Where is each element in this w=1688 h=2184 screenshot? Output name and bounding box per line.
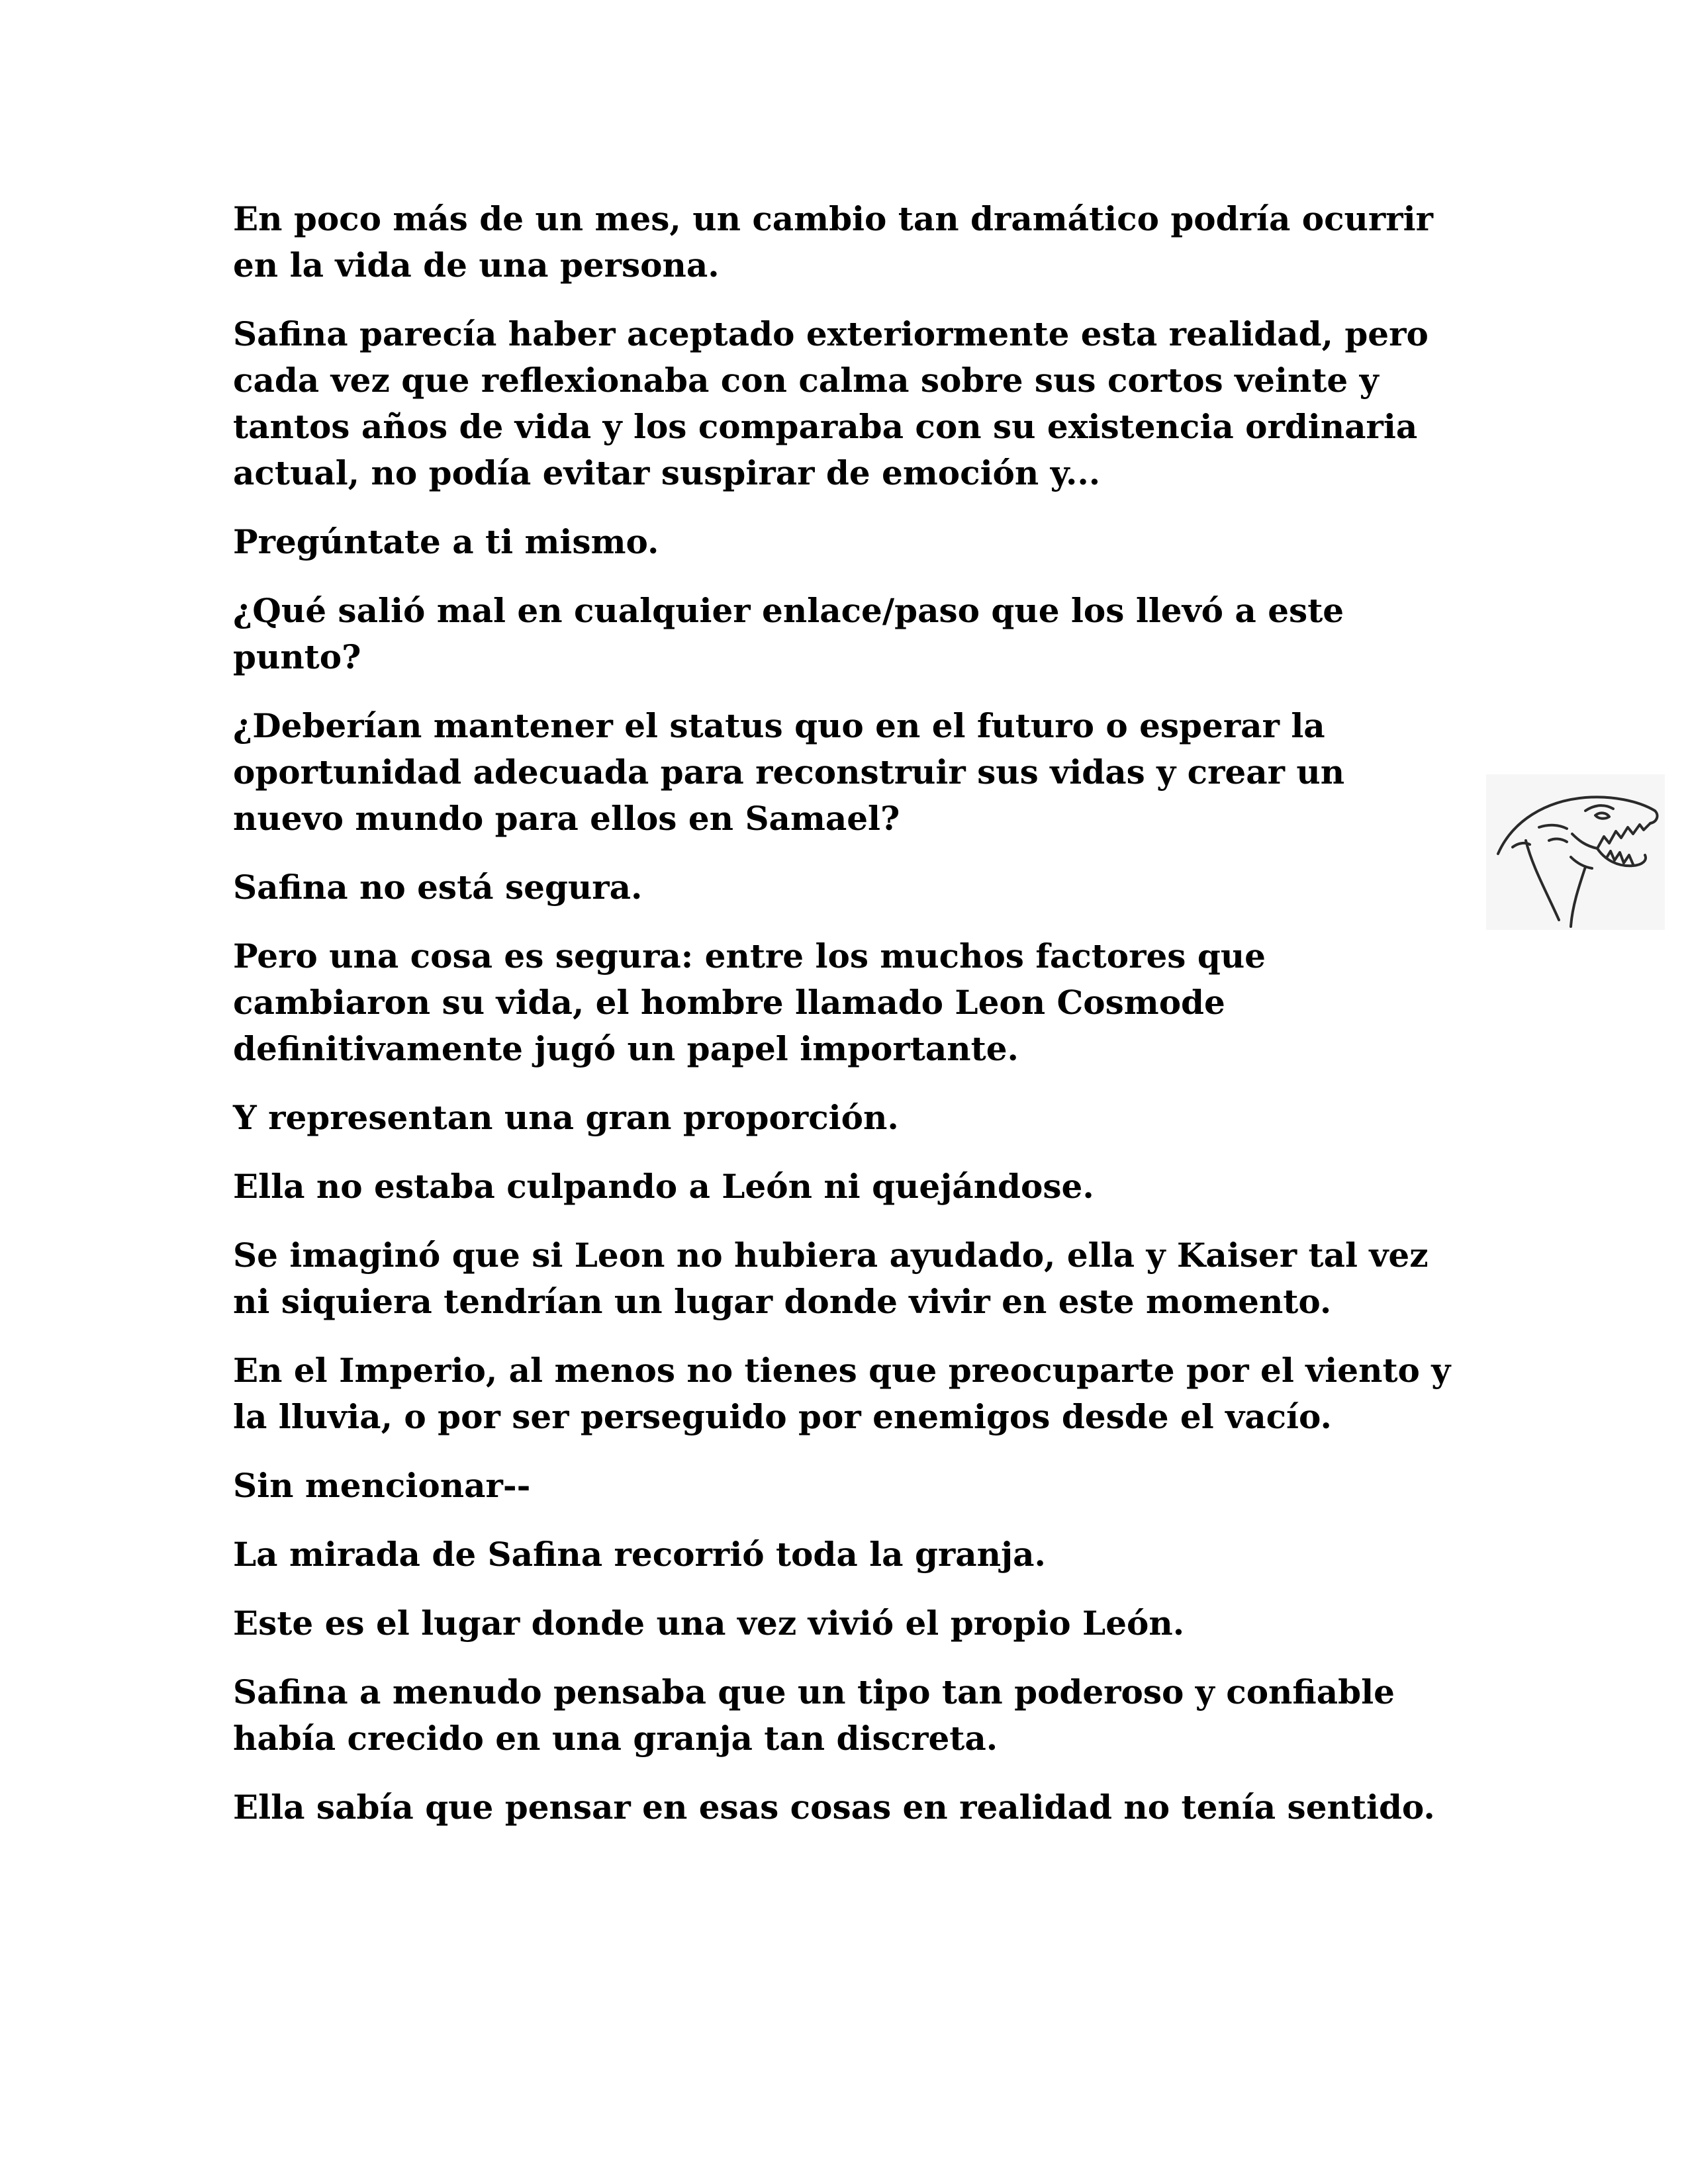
paragraph-4: ¿Qué salió mal en cualquier enlace/paso que los llevó a este punto?: [233, 591, 1344, 676]
body-text: [233, 196, 1464, 1853]
paragraph-14: Este es el lugar donde una vez vivió el propio León.: [233, 1604, 1185, 1643]
paragraph-11: En el Imperio, al menos no tienes que preocuparte por el viento y la lluvia, o por ser perseguido por enemigos desde el vacío.: [233, 1351, 1451, 1436]
paragraph-1: En poco más de un mes, un cambio tan dramático podría ocurrir en la vida de una persona.: [233, 199, 1433, 285]
paragraph-12: Sin mencionar--: [233, 1466, 531, 1505]
paragraph-2: Safina parecía haber aceptado exteriormente esta realidad, pero cada vez que reflexionaba con calma sobre sus cortos veinte y tantos años de vida y los comparaba con su existencia ordinaria actual, no podía evitar suspirar de emoción y...: [233, 314, 1429, 492]
paragraph-7: Pero una cosa es segura: entre los muchos factores que cambiaron su vida, el hombre llamado Leon Cosmode definitivamente jugó un papel importante.: [233, 936, 1266, 1068]
paragraph-6: Safina no está segura.: [233, 868, 643, 907]
paragraph-8: Y representan una gran proporción.: [233, 1098, 899, 1137]
paragraph-3: Pregúntate a ti mismo.: [233, 522, 659, 561]
paragraph-10: Se imaginó que si Leon no hubiera ayudado, ella y Kaiser tal vez ni siquiera tendrían un lugar donde vivir en este momento.: [233, 1236, 1429, 1321]
paragraph-9: Ella no estaba culpando a León ni quejándose.: [233, 1167, 1094, 1206]
dinosaur-head-sketch-icon: [1486, 774, 1665, 930]
paragraph-16: Ella sabía que pensar en esas cosas en realidad no tenía sentido.: [233, 1788, 1435, 1827]
paragraph-5: ¿Deberían mantener el status quo en el futuro o esperar la oportunidad adecuada para reconstruir sus vidas y crear un nuevo mundo para ellos en Samael?: [233, 706, 1345, 838]
paragraph-15: Safina a menudo pensaba que un tipo tan poderoso y confiable había crecido en una granja tan discreta.: [233, 1672, 1395, 1758]
paragraph-13: La mirada de Safina recorrió toda la granja.: [233, 1535, 1046, 1574]
